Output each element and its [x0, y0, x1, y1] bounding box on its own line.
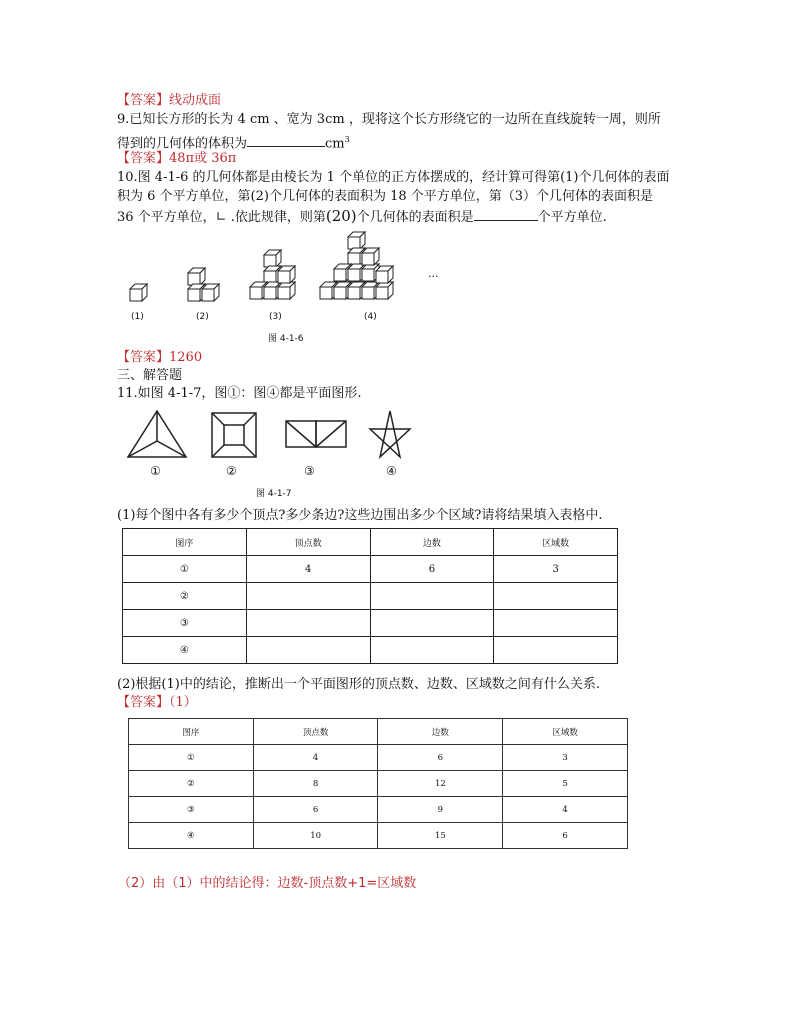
nested-squares-figure	[212, 413, 256, 457]
fig417-label-4: ④	[386, 464, 397, 478]
two-squares-figure	[286, 421, 346, 447]
answer-table-filled	[128, 718, 628, 849]
table-header: 顶点数	[246, 529, 370, 556]
figure-4-1-7	[122, 407, 422, 469]
table-cell	[370, 610, 494, 637]
cube-icon	[130, 284, 147, 301]
table-cell: 4	[503, 797, 628, 823]
table-header: 区域数	[494, 529, 618, 556]
table-cell: 4	[246, 556, 370, 583]
table-cell: ③	[123, 610, 247, 637]
table-cell: 8	[253, 771, 378, 797]
q9-unit-sup: 3	[344, 135, 350, 144]
table-cell: 5	[503, 771, 628, 797]
answer-text: 48π或 36π	[169, 151, 237, 166]
table-cell: 9	[378, 797, 503, 823]
table-cell: ①	[123, 556, 247, 583]
fig416-ellipsis: ···	[428, 270, 439, 283]
figure-4-1-6	[120, 228, 450, 343]
table-cell: 3	[503, 745, 628, 771]
q10-blank	[474, 208, 538, 221]
table-cell: ①	[129, 745, 254, 771]
fig416-label-3: (3)	[269, 312, 282, 322]
table-cell: 4	[253, 745, 378, 771]
q9-blank	[247, 134, 325, 147]
section-heading: 三、解答题	[117, 368, 183, 383]
q9-answer	[117, 150, 236, 168]
cube-icon	[264, 250, 281, 267]
q9-line1: 9.已知长方形的长为 4 cm 、宽为 3cm ，现将这个长方形绕它的一边所在直线旋转一周，则所	[117, 112, 661, 127]
table-cell: 6	[378, 745, 503, 771]
table-header: 区域数	[503, 719, 628, 745]
table-cell: 6	[253, 797, 378, 823]
q10-line2: 积为 6 个平方单位，第(2)个几何体的表面积为 18 个平方单位，第（3）个几何体的表面积是	[117, 189, 654, 204]
table-cell: ④	[123, 637, 247, 664]
table-row	[129, 823, 628, 849]
table-cell	[494, 583, 618, 610]
answer-text: 线动成面	[169, 93, 222, 108]
q11-answer	[117, 694, 197, 712]
q9-prefix: 得到的几何体的体积为	[117, 136, 248, 152]
answer-tag: 【答案】	[117, 93, 170, 108]
table-header: 边数	[378, 719, 503, 745]
table-cell: 12	[378, 771, 503, 797]
table-header-row	[129, 719, 628, 745]
table-cell: 10	[253, 823, 378, 849]
table-cell	[494, 610, 618, 637]
table-cell: 6	[370, 556, 494, 583]
fig416-caption: 图 4-1-6	[268, 334, 304, 344]
fig416-label-1: (1)	[131, 312, 144, 322]
cube-icon	[278, 266, 295, 283]
table-cell: 6	[503, 823, 628, 849]
fig417-caption: 图 4-1-7	[256, 489, 292, 499]
table-cell	[370, 637, 494, 664]
answer-table-blank	[122, 528, 618, 664]
table-cell: ②	[129, 771, 254, 797]
table-cell	[370, 583, 494, 610]
q8-answer	[117, 92, 221, 110]
q10-mid: (20)	[325, 207, 357, 225]
cube-icon	[278, 282, 295, 299]
q10-suffix: 个平方单位.	[537, 210, 607, 225]
answer-text: （1）	[169, 695, 197, 710]
table-row	[123, 637, 618, 664]
table-cell	[246, 583, 370, 610]
table-row	[129, 797, 628, 823]
table-row	[129, 745, 628, 771]
cube-icon	[376, 282, 393, 299]
fig416-label-4: (4)	[364, 312, 377, 322]
table-cell: 15	[378, 823, 503, 849]
q11-line1: 11.如图 4-1-7，图①：图④都是平面图形.	[117, 386, 362, 401]
table-cell	[494, 637, 618, 664]
table-row	[123, 556, 618, 583]
table-cell	[246, 610, 370, 637]
cube-icon	[348, 232, 365, 249]
fig417-label-3: ③	[304, 464, 315, 478]
final-conclusion: （2）由（1）中的结论得：边数-顶点数+1=区域数	[118, 876, 417, 891]
table-row	[123, 610, 618, 637]
table-cell: ②	[123, 583, 247, 610]
table-cell: ④	[129, 823, 254, 849]
q11-part2: (2)根据(1)中的结论，推断出一个平面图形的顶点数、边数、区域数之间有什么关系.	[117, 677, 600, 692]
q10-line3	[117, 207, 607, 227]
table-cell: 3	[494, 556, 618, 583]
star-figure	[370, 411, 410, 457]
q10-line1: 10.图 4-1-6 的几何体都是由棱长为 1 个单位的正方体摆成的，经计算可得第(1)个几何体的表面	[117, 170, 670, 185]
table-header: 图序	[123, 529, 247, 556]
fig417-label-1: ①	[150, 464, 161, 478]
triangle-figure	[128, 411, 186, 457]
table-row	[123, 583, 618, 610]
table-row	[129, 771, 628, 797]
q10-prefix: 36 个平方单位，∟ .依此规律，则第	[117, 210, 326, 225]
table-header: 图序	[129, 719, 254, 745]
fig416-label-2: (2)	[196, 312, 209, 322]
table-header: 边数	[370, 529, 494, 556]
q11-part1: (1)每个图中各有多少个顶点?多少条边?这些边围出多少个区域?请将结果填入表格中.	[117, 508, 603, 523]
table-cell	[246, 637, 370, 664]
q9-unit: cm	[325, 136, 345, 152]
answer-text: 1260	[169, 350, 203, 365]
cube-icon	[188, 268, 205, 285]
table-header-row	[123, 529, 618, 556]
q10-mid2: 个几何体的表面积是	[356, 210, 474, 225]
cube-icon	[362, 248, 379, 265]
answer-tag: 【答案】	[117, 151, 170, 166]
q10-answer	[117, 349, 202, 367]
fig417-label-2: ②	[226, 464, 237, 478]
answer-tag: 【答案】	[117, 695, 170, 710]
table-cell: ③	[129, 797, 254, 823]
answer-tag: 【答案】	[117, 350, 170, 365]
cube-icon	[202, 284, 219, 301]
table-header: 顶点数	[253, 719, 378, 745]
cube-icon	[376, 266, 393, 283]
